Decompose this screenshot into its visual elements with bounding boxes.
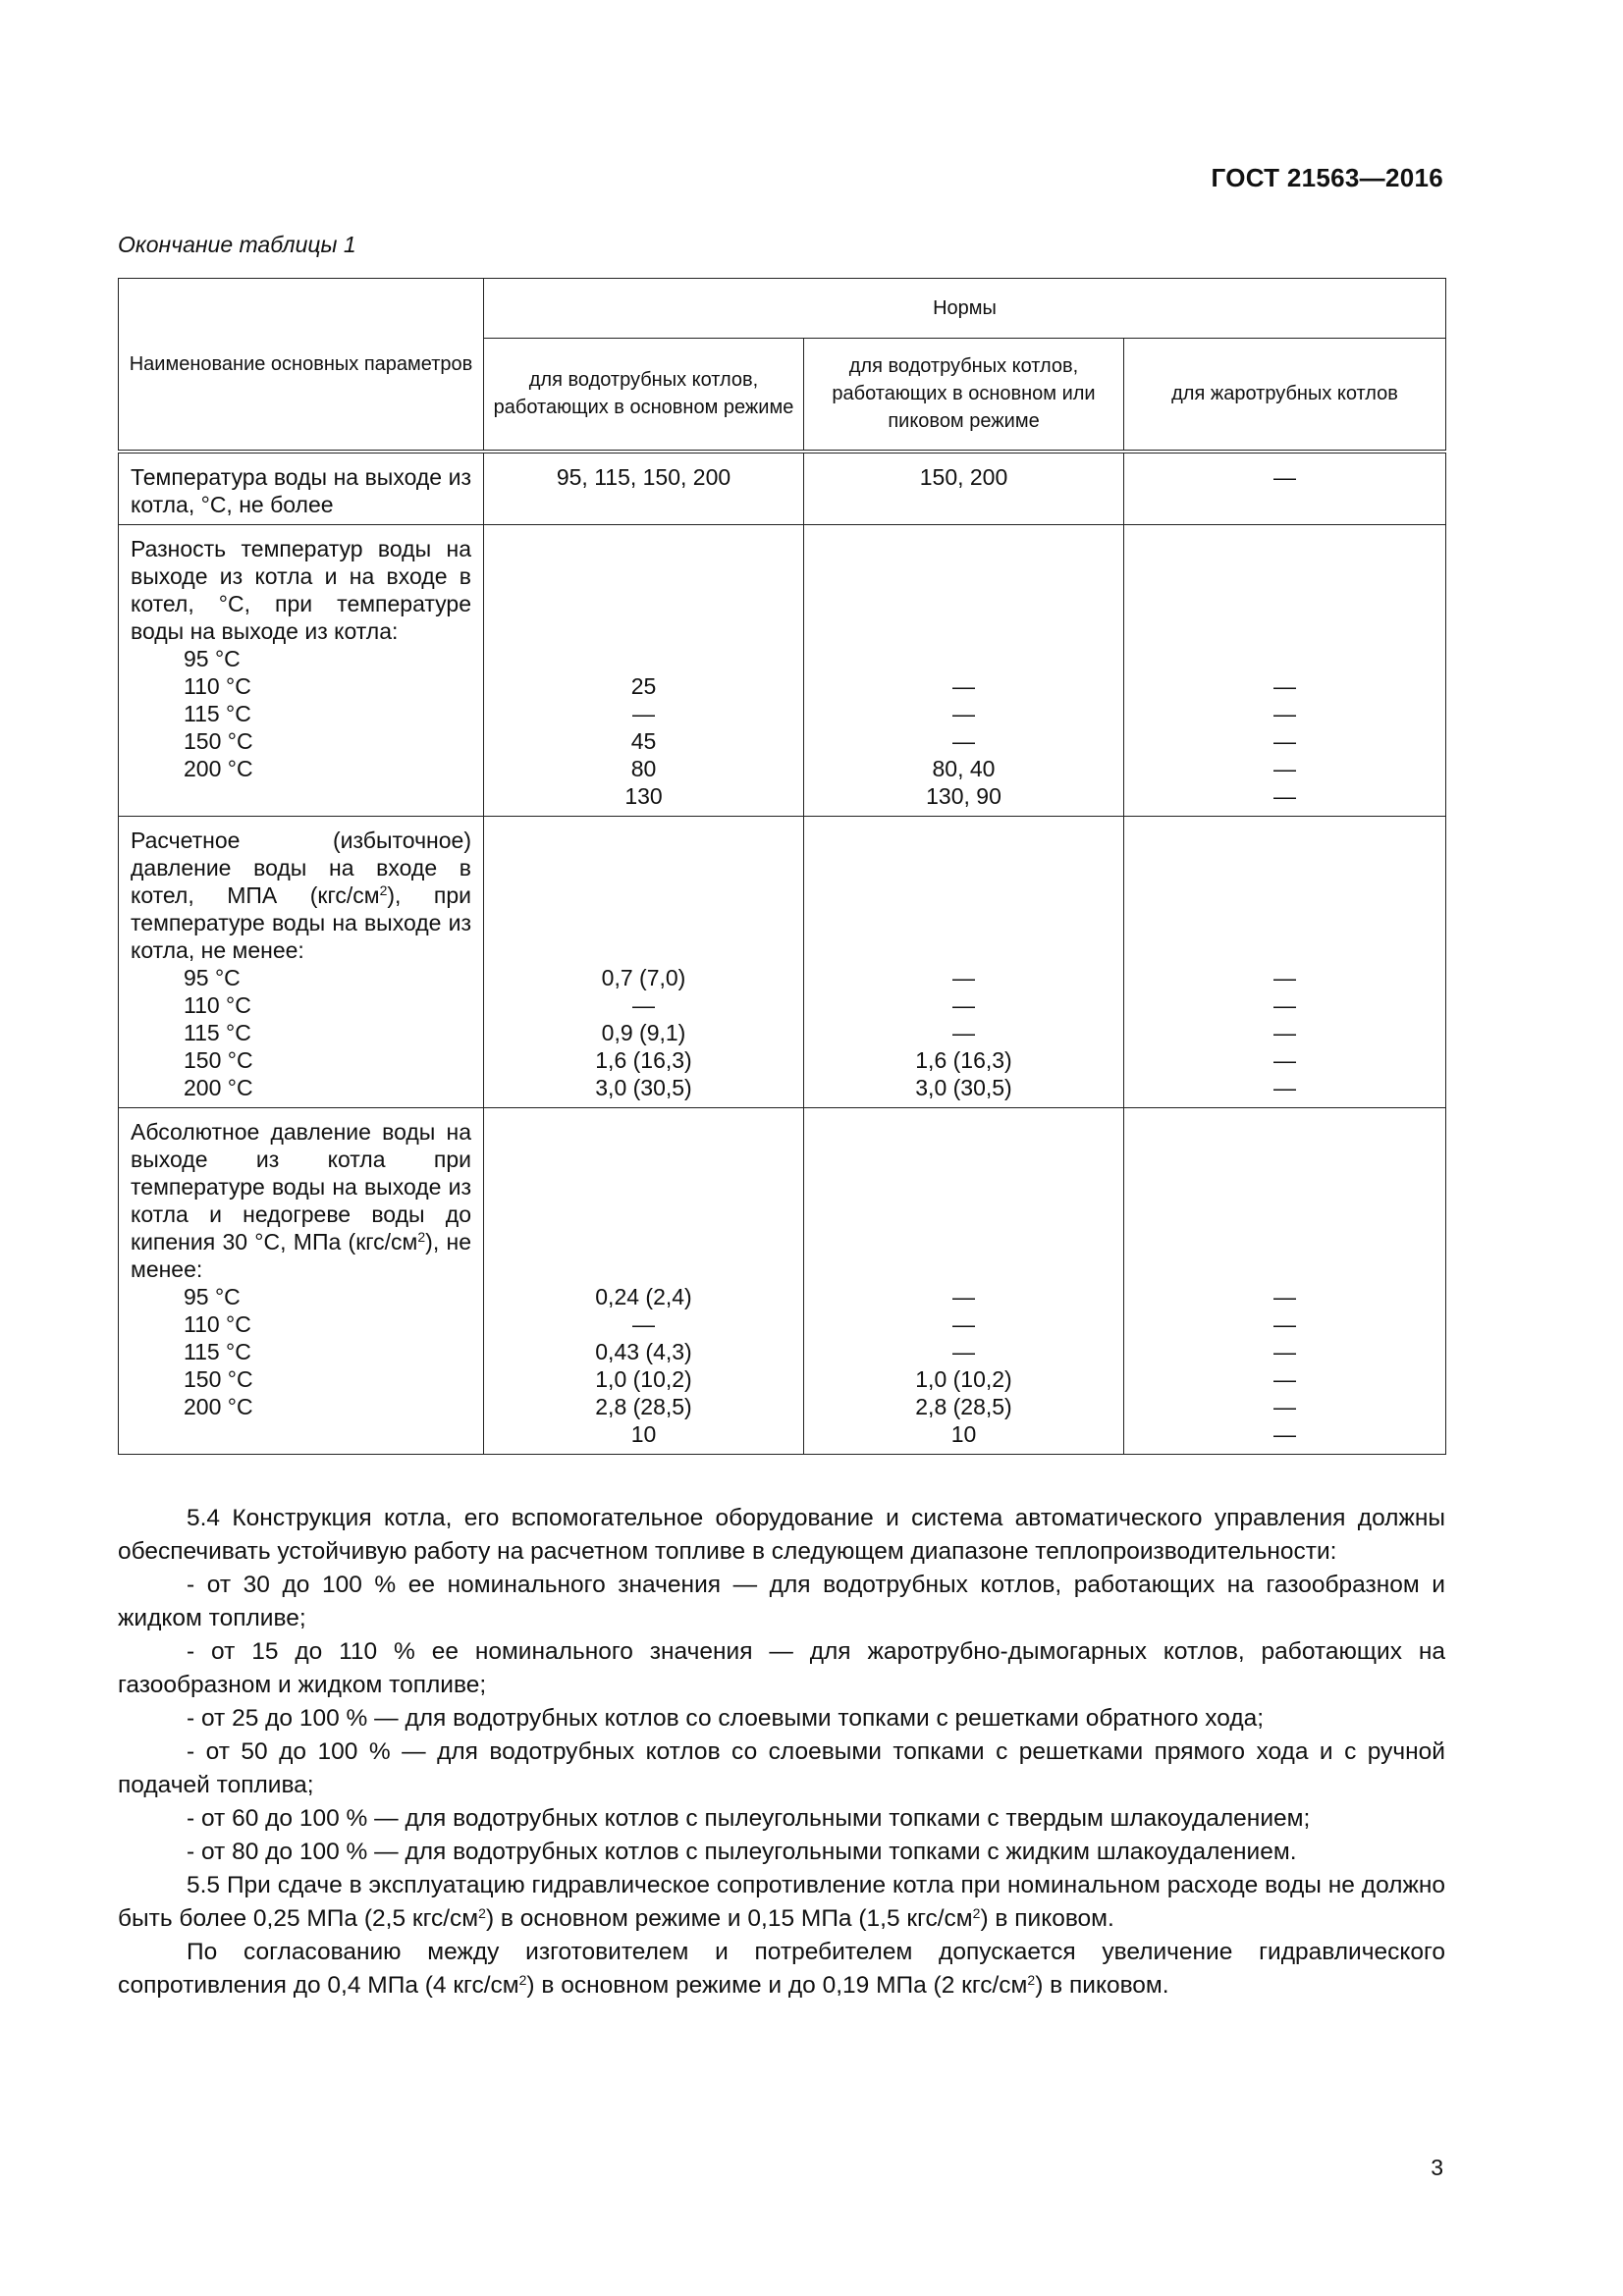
level-label: 115 °С — [184, 1339, 251, 1364]
level-label: 95 °С — [184, 965, 241, 990]
col-header-main-mode: для водотрубных котлов, работающих в основном режиме — [484, 338, 804, 452]
value: 130, 90 — [926, 783, 1001, 809]
value: 130 — [624, 783, 663, 809]
list-item: - от 30 до 100 % ее номинального значения — для водотрубных котлов, работающих на газообразном и жидком топливе; — [118, 1572, 1445, 1631]
value: — — [1273, 1075, 1297, 1100]
value: — — [1273, 673, 1297, 699]
value: — — [1273, 783, 1297, 809]
value-cell — [1124, 452, 1446, 525]
list-item: - от 60 до 100 % — для водотрубных котлов с пылеугольными топками с твердым шлакоудалением; — [187, 1805, 1311, 1832]
value: 1,6 (16,3) — [595, 1047, 692, 1073]
level-label: 150 °С — [184, 1366, 253, 1392]
row-name-cell — [119, 817, 484, 1108]
value: 1,0 (10,2) — [595, 1366, 692, 1392]
parameters-table — [118, 278, 1446, 1455]
value-cell — [484, 1108, 804, 1455]
paragraph-5-5: 5.5 При сдаче в эксплуатацию гидравлическое сопротивление котла при номинальном расходе воды не должно быть более 0,25 МПа (2,5 кгс/$см^2$) в основном режиме и 0,15 МПа (1,5 кгс/$см^2$) в пиковом. — [118, 1872, 1445, 1932]
value: 0,43 (4,3) — [595, 1339, 692, 1364]
value-cell — [1124, 525, 1446, 817]
list-item: - от 80 до 100 % — для водотрубных котлов с пылеугольными топками с жидким шлакоудалением. — [187, 1839, 1297, 1865]
value: 45 — [630, 728, 657, 754]
value: — — [952, 1020, 975, 1045]
value: 3,0 (30,5) — [915, 1075, 1012, 1100]
list-item: - от 25 до 100 % — для водотрубных котлов со слоевыми топками с решетками обратного хода; — [187, 1705, 1265, 1732]
level-label: 110 °С — [184, 992, 251, 1018]
value: — — [952, 965, 975, 990]
value-cell — [484, 452, 804, 525]
row-name: Разность температур воды на выходе из котла и на входе в котел, °С, при температуре воды на выходе из котла: — [131, 536, 471, 644]
body-text — [118, 1502, 1445, 2002]
level-label: 110 °С — [184, 673, 251, 699]
page-number: 3 — [1431, 2155, 1443, 2180]
value: — — [952, 701, 975, 726]
document-code: ГОСТ 21563—2016 — [1211, 163, 1443, 192]
value: — — [1273, 728, 1297, 754]
level-label: 150 °С — [184, 1047, 253, 1073]
value: 10 — [950, 1421, 977, 1447]
value: 2,8 (28,5) — [595, 1394, 692, 1419]
value-cell — [804, 525, 1124, 817]
level-label: 200 °С — [184, 756, 253, 781]
value-cell — [804, 817, 1124, 1108]
value: — — [1273, 1366, 1297, 1392]
value: 0,7 (7,0) — [601, 965, 686, 990]
table-row — [119, 452, 1446, 525]
value: — — [1273, 464, 1297, 490]
table-row — [119, 1108, 1446, 1455]
row-name: Расчетное (избыточное) давление воды на входе в котел, МПА $(кгс/см^2)$, при температуре воды на выходе из котла, не менее: — [131, 828, 471, 963]
value-cell — [484, 525, 804, 817]
level-label: 150 °С — [184, 728, 253, 754]
value: — — [1273, 965, 1297, 990]
value: — — [632, 701, 655, 726]
value: — — [632, 1311, 655, 1337]
value: — — [1273, 1047, 1297, 1073]
value: 10 — [630, 1421, 657, 1447]
list-item: - от 15 до 110 % ее номинального значения — для жаротрубно-дымогарных котлов, работающих на газообразном и жидком топливе; — [118, 1638, 1445, 1698]
value: — — [1273, 1339, 1297, 1364]
level-label: 110 °С — [184, 1311, 251, 1337]
col-header-norms: Нормы — [484, 279, 1446, 339]
row-name-cell — [119, 525, 484, 817]
value: — — [952, 1311, 975, 1337]
value: 95, 115, 150, 200 — [556, 464, 731, 490]
value: — — [632, 992, 655, 1018]
paragraph-agreement: По согласованию между изготовителем и потребителем допускается увеличение гидравлического сопротивления до 0,4 МПа (4 кгс/$см^2$) в основном режиме и до 0,19 МПа (2 кгс/$см^2$) в пиковом. — [118, 1939, 1445, 1999]
value: — — [1273, 1284, 1297, 1309]
col-header-main-or-peak-mode: для водотрубных котлов, работающих в основном или пиковом режиме — [804, 338, 1124, 452]
row-name: Абсолютное давление воды на выходе из котла при температуре воды на выходе из котла и недогреве воды до кипения 30 °С, МПа $(кгс/см^2)$, не менее: — [131, 1119, 471, 1282]
value-cell — [1124, 817, 1446, 1108]
level-label: 95 °С — [184, 646, 241, 671]
row-name: Температура воды на выходе из котла, °С, не более — [131, 464, 471, 517]
value: — — [1273, 992, 1297, 1018]
value: — — [1273, 1394, 1297, 1419]
table-row — [119, 817, 1446, 1108]
value: — — [952, 728, 975, 754]
level-label: 115 °С — [184, 1020, 251, 1045]
value: 80, 40 — [932, 756, 996, 781]
value: 150, 200 — [919, 464, 1008, 490]
level-label: 200 °С — [184, 1075, 253, 1100]
value: — — [1273, 1020, 1297, 1045]
value: — — [952, 992, 975, 1018]
value: 3,0 (30,5) — [595, 1075, 692, 1100]
value-cell — [484, 817, 804, 1108]
table-row — [119, 525, 1446, 817]
row-name-cell — [119, 1108, 484, 1455]
value: — — [1273, 1421, 1297, 1447]
list-item: - от 50 до 100 % — для водотрубных котлов со слоевыми топками с решетками прямого хода и с ручной подачей топлива; — [118, 1738, 1445, 1798]
value-cell — [1124, 1108, 1446, 1455]
value: — — [1273, 1311, 1297, 1337]
value: 2,8 (28,5) — [915, 1394, 1012, 1419]
value: 0,9 (9,1) — [601, 1020, 686, 1045]
value: 25 — [630, 673, 657, 699]
col-header-parameter-name: Наименование основных параметров — [119, 279, 484, 453]
col-header-fire-tube: для жаротрубных котлов — [1124, 338, 1446, 452]
level-label: 200 °С — [184, 1394, 253, 1419]
value: — — [952, 673, 975, 699]
row-name-cell — [119, 452, 484, 525]
value: 80 — [630, 756, 657, 781]
value: 1,0 (10,2) — [915, 1366, 1012, 1392]
value: — — [952, 1284, 975, 1309]
value: 1,6 (16,3) — [915, 1047, 1012, 1073]
table-caption: Окончание таблицы 1 — [118, 232, 356, 257]
value: 0,24 (2,4) — [595, 1284, 692, 1309]
value-cell — [804, 1108, 1124, 1455]
value-cell — [804, 452, 1124, 525]
value: — — [952, 1339, 975, 1364]
level-label: 115 °С — [184, 701, 251, 726]
level-label: 95 °С — [184, 1284, 241, 1309]
value: — — [1273, 756, 1297, 781]
paragraph-5-4: 5.4 Конструкция котла, его вспомогательное оборудование и система автоматического управления должны обеспечивать устойчивую работу на расчетном топливе в следующем диапазоне теплопроизводительности: — [118, 1505, 1445, 1565]
value: — — [1273, 701, 1297, 726]
